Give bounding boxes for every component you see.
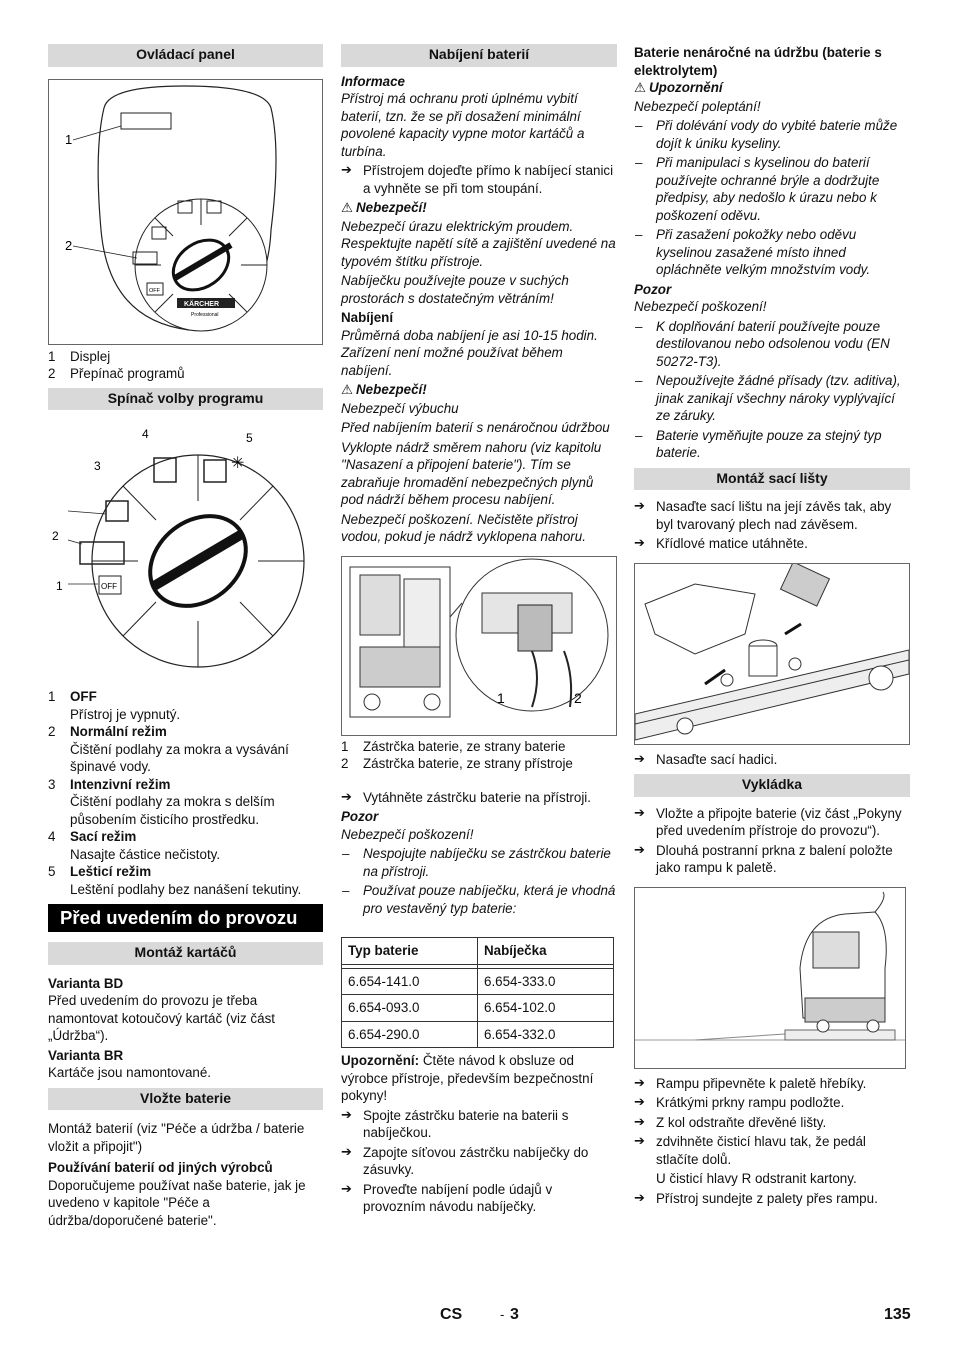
list-item: 5 Lešticí režim Leštění podlahy bez nanášení tekutiny. — [48, 864, 302, 897]
table-header-row — [342, 938, 614, 965]
column-2 — [341, 44, 617, 1218]
battery-plug-legend — [341, 738, 617, 773]
footer-separator: - — [500, 1307, 505, 1322]
danger2-text3: Vyklopte nádrž směrem nahoru (viz kapitolu "Nasazení a připojení baterie"). Tím se zabraňuje hromadění nebezpečných plynů pod nádrží během procesu nabíjení. — [341, 439, 602, 507]
charging-step: ➔ Zapojte síťovou zástrčku nabíječky do zásuvky. — [341, 1144, 617, 1179]
page-number: 135 — [884, 1306, 911, 1323]
unload-step: ➔ Z kol odstraňte dřevěné lišty. — [634, 1114, 910, 1132]
table-cell: 6.654-333.0 — [478, 968, 614, 995]
unload-step: ➔ Vložte a připojte baterie (viz část „Pokyny před uvedením přístroje do provozu“). — [634, 805, 910, 840]
squeegee-step: ➔ Nasaďte sací lištu na její závěs tak, aby byl tvarovaný plech nad závěsem. — [634, 498, 910, 533]
hose-step: ➔ Nasaďte sací hadici. — [634, 751, 910, 769]
variant-br-text: Kartáče jsou namontované. — [48, 1065, 212, 1080]
fig1-brand-label: KÄRCHER — [184, 300, 219, 308]
list-item: 2 Zástrčka baterie, ze strany přístroje — [341, 756, 573, 771]
battery-plug-figure — [341, 556, 617, 736]
list-item: – Při zasažení pokožky nebo oděvu kyselinou zasažené místo ihned opláchněte velkým množstvím vody. — [634, 226, 910, 279]
list-item: – Baterie vyměňujte pouze za stejný typ baterie. — [634, 427, 910, 462]
unload-step: ➔ Krátkými prkny rampu podložte. — [634, 1094, 910, 1112]
unload-step: ➔ Přístroj sundejte z palety přes rampu. — [634, 1190, 910, 1208]
table-cell: 6.654-093.0 — [342, 995, 478, 1022]
list-item: 1 Zástrčka baterie, ze strany baterie — [341, 738, 566, 754]
control-panel-legend — [48, 348, 323, 383]
fig2-off-label: OFF — [101, 582, 117, 591]
danger2-heading: ⚠ Nebezpečí! — [341, 382, 427, 398]
maint-free-title: Baterie nenáročné na údržbu (baterie s elektrolytem) — [634, 45, 882, 78]
danger1-text1: Nebezpečí úrazu elektrickým proudem. Respektujte napětí sítě a zajištění uvedené na typovém štítku přístroje. — [341, 218, 616, 269]
danger2-text4: Nebezpečí poškození. Nečistěte přístroj vodou, pokud je nádrž vyklopena nahoru. — [341, 511, 586, 544]
list-item: 4 Sací režim Nasajte částice nečistoty. — [48, 829, 221, 862]
section-title-unload: Vykládka — [634, 774, 910, 797]
list-item: – Při dolévání vody do vybité baterie může dojít k úniku kyseliny. — [634, 117, 910, 152]
other-batteries-title: Používání baterií od jiných výrobců — [48, 1160, 273, 1175]
unplug-step: ➔ Vytáhněte zástrčku baterie na přístroji. — [341, 789, 617, 807]
fig3-callout-2: 2 — [574, 689, 582, 706]
caution-text: Nebezpečí poškození! — [634, 299, 767, 314]
caution-title: Pozor — [634, 281, 672, 297]
list-item: 3 Intenzivní režim Čištění podlahy za mokra s delším působením čisticího prostředku. — [48, 776, 275, 827]
unloading-figure — [634, 887, 906, 1069]
chapter-title-before-start: Před uvedením do provozu — [48, 904, 323, 932]
warning-triangle-icon: ⚠ — [634, 81, 647, 96]
list-item: 2 Přepínač programů — [48, 366, 185, 381]
charging-step: ➔ Proveďte nabíjení podle údajů v provozním návodu nabíječky. — [341, 1181, 617, 1216]
table-row — [342, 968, 614, 995]
table-header: Nabíječka — [478, 938, 614, 965]
fig2-callout-4: 4 — [142, 427, 149, 441]
table-cell: 6.654-290.0 — [342, 1021, 478, 1048]
unload-note: U čisticí hlavy R odstranit kartony. — [656, 1171, 857, 1186]
section-title-program-switch: Spínač volby programu — [48, 388, 323, 411]
list-item: 1 Displej — [48, 348, 111, 364]
charging-step: ➔ Spojte zástrčku baterie na baterii s nabíječkou. — [341, 1107, 617, 1142]
caution-text: Nebezpečí poškození! — [341, 826, 474, 842]
table-cell: 6.654-141.0 — [342, 968, 478, 995]
list-item: – Používat pouze nabíječku, která je vhodná pro vestavěný typ baterie: — [341, 882, 617, 917]
section-title-squeegee: Montáž sací lišty — [634, 468, 910, 491]
list-item: 1 OFF Přístroj je vypnutý. — [48, 689, 181, 722]
table-cell: 6.654-332.0 — [478, 1021, 614, 1048]
list-item: 2 Normální režim Čištění podlahy za mokra a vysávání špinavé vody. — [48, 724, 289, 774]
language-code: CS — [440, 1306, 463, 1323]
section-title-insert-batteries: Vložte baterie — [48, 1088, 323, 1111]
program-switch-figure — [48, 416, 323, 686]
fig2-callout-5: 5 — [246, 431, 253, 445]
list-item: – K doplňování baterií používejte pouze destilovanou nebo odsolenou vodu (EN 50272-T3). — [634, 318, 910, 371]
section-title-brush-mount: Montáž kartáčů — [48, 942, 323, 965]
notice: Upozornění: Čtěte návod k obsluze od výrobce přístroje, především bezpečnostní pokyny! — [341, 1053, 594, 1103]
charging-subtitle: Nabíjení — [341, 310, 394, 325]
warning-triangle-icon: ⚠ — [341, 383, 354, 398]
control-panel-figure — [48, 79, 323, 345]
fig1-off-label: OFF — [149, 287, 160, 294]
variant-bd-title: Varianta BD — [48, 975, 124, 991]
warning-text: Nebezpečí poleptání! — [634, 98, 761, 114]
fig1-callout-2: 2 — [65, 237, 73, 253]
column-3 — [634, 44, 910, 1209]
program-list — [48, 688, 323, 898]
other-batteries-text: Doporučujeme používat naše baterie, jak je uvedeno v kapitole "Péče a údržba/doporučené baterie". — [48, 1177, 306, 1228]
list-item: – Nespojujte nabíječku se zástrčkou baterie na přístroji. — [341, 845, 617, 880]
danger1-text2: Nabíječku používejte pouze v suchých prostorách s dostatečným větráním! — [341, 273, 569, 306]
table-row — [342, 1021, 614, 1048]
info-step: ➔ Přístrojem dojeďte přímo k nabíjecí stanici a vyhněte se při tom stoupání. — [341, 162, 617, 197]
section-title-charging: Nabíjení baterií — [341, 44, 617, 67]
danger2-text2: Před nabíjením baterií s nenáročnou údržbou — [341, 420, 610, 435]
table-cell: 6.654-102.0 — [478, 995, 614, 1022]
unload-step: ➔ Dlouhá postranní prkna z balení položte jako rampu k paletě. — [634, 842, 910, 877]
charging-text: Průměrná doba nabíjení je asi 10-15 hodin. Zařízení není možné používat během nabíjení. — [341, 327, 598, 378]
table-header: Typ baterie — [342, 938, 478, 965]
section-page-ref: 3 — [510, 1306, 519, 1323]
list-item: – Nepoužívejte žádné přísady (tzv. aditiva), jinak zanikají všechny nároky vyplývající ze záruky. — [634, 372, 910, 425]
fig2-callout-1: 1 — [56, 579, 63, 593]
section-title-control-panel: Ovládací panel — [48, 44, 323, 67]
variant-br-title: Varianta BR — [48, 1047, 124, 1063]
caution-title: Pozor — [341, 809, 379, 824]
warning-heading: ⚠ Upozornění — [634, 80, 723, 96]
fig2-callout-2: 2 — [52, 529, 59, 543]
unload-step: ➔ zdvihněte čisticí hlavu tak, že pedál stlačíte dolů. — [634, 1133, 910, 1168]
info-text: Přístroj má ochranu proti úplnému vybití baterií, tzn. že se při dosažení minimální povolené kapacity vypne motor kartáčů a turbína. — [341, 91, 585, 159]
svg-text:✳: ✳ — [231, 455, 245, 472]
battery-charger-table — [341, 937, 614, 1048]
fig1-professional-label: Professional — [191, 311, 219, 318]
warning-triangle-icon: ⚠ — [341, 201, 354, 216]
list-item: – Při manipulaci s kyselinou do baterií používejte ochranné brýle a dodržujte předpisy, aby nedošlo k úrazu nebo k poškození oděvu. — [634, 154, 910, 224]
page-footer — [0, 1306, 954, 1330]
unload-step: ➔ Rampu připevněte k paletě hřebíky. — [634, 1075, 910, 1093]
insert-batteries-text: Montáž baterií (viz "Péče a údržba / baterie vložit a připojit") — [48, 1121, 305, 1154]
info-title: Informace — [341, 73, 405, 89]
fig2-callout-3: 3 — [94, 459, 101, 473]
danger1-heading: ⚠ Nebezpečí! — [341, 200, 427, 216]
squeegee-figure — [634, 563, 910, 745]
column-1 — [48, 44, 323, 1231]
danger2-text1: Nebezpečí výbuchu — [341, 400, 459, 416]
variant-bd-text: Před uvedením do provozu je třeba namontovat kotoučový kartáč (viz část „Údržba“). — [48, 993, 275, 1043]
table-row — [342, 995, 614, 1022]
squeegee-step: ➔ Křídlové matice utáhněte. — [634, 535, 910, 553]
fig1-callout-1: 1 — [65, 131, 73, 147]
fig3-callout-1: 1 — [497, 689, 505, 706]
